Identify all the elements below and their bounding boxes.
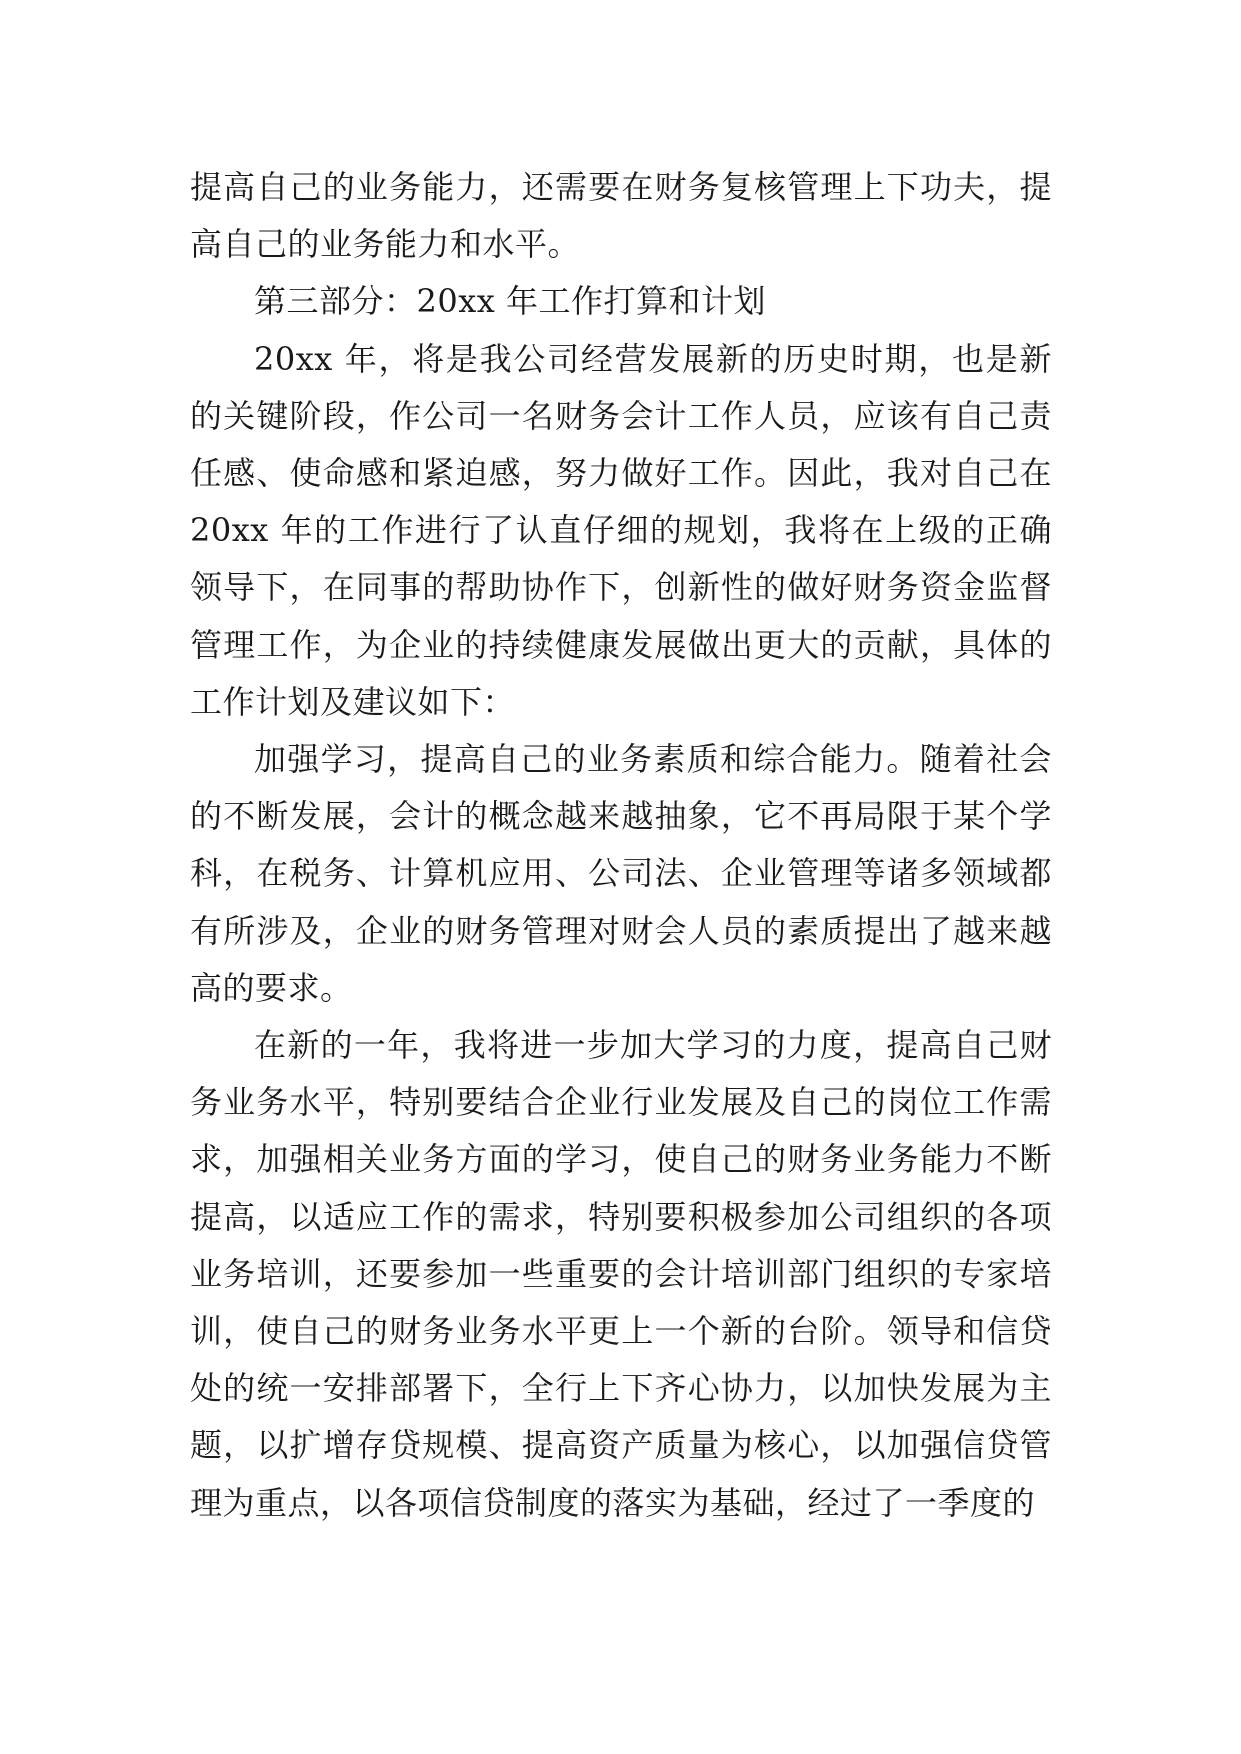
section-heading: 第三部分：20xx 年工作打算和计划 bbox=[254, 282, 766, 321]
paragraph-new-year-plan: 在新的一年，我将进一步加大学习的力度，提高自己财务业务水平，特别要结合企业行业发展及自己的岗位工作需求，加强相关业务方面的学习，使自己的财务业务能力不断提高，以适应工作的需求，特别要积极参加公司组织的各项业务培训，还要参加一些重要的会计培训部门组织的专家培训，使自己的财务业务水平更上一个新的台阶。领导和信贷处的统一安排部署下，全行上下齐心协力，以加快发展为主题，以扩增存贷规模、提高资产质量为核心，以加强信贷管理为重点，以各项信贷制度的落实为基础，经过了一季度的 bbox=[190, 1026, 1052, 1522]
document-body bbox=[190, 159, 1052, 1532]
paragraph-learning: 加强学习，提高自己的业务素质和综合能力。随着社会的不断发展，会计的概念越来越抽象，它不再局限于某个学科，在税务、计算机应用、公司法、企业管理等诸多领域都有所涉及，企业的财务管理对财会人员的素质提出了越来越高的要求。 bbox=[190, 740, 1052, 1007]
paragraph-overview: 20xx 年，将是我公司经营发展新的历史时期，也是新的关键阶段，作公司一名财务会计工作人员，应该有自己责任感、使命感和紧迫感，努力做好工作。因此，我对自己在 20xx 年的工作进行了认直仔细的规划，我将在上级的正确领导下，在同事的帮助协作下，创新性的做好财务资金监督管理工作，为企业的持续健康发展做出更大的贡献，具体的工作计划及建议如下： bbox=[190, 339, 1052, 721]
paragraph-continuation: 提高自己的业务能力，还需要在财务复核管理上下功夫，提高自己的业务能力和水平。 bbox=[190, 168, 1052, 264]
